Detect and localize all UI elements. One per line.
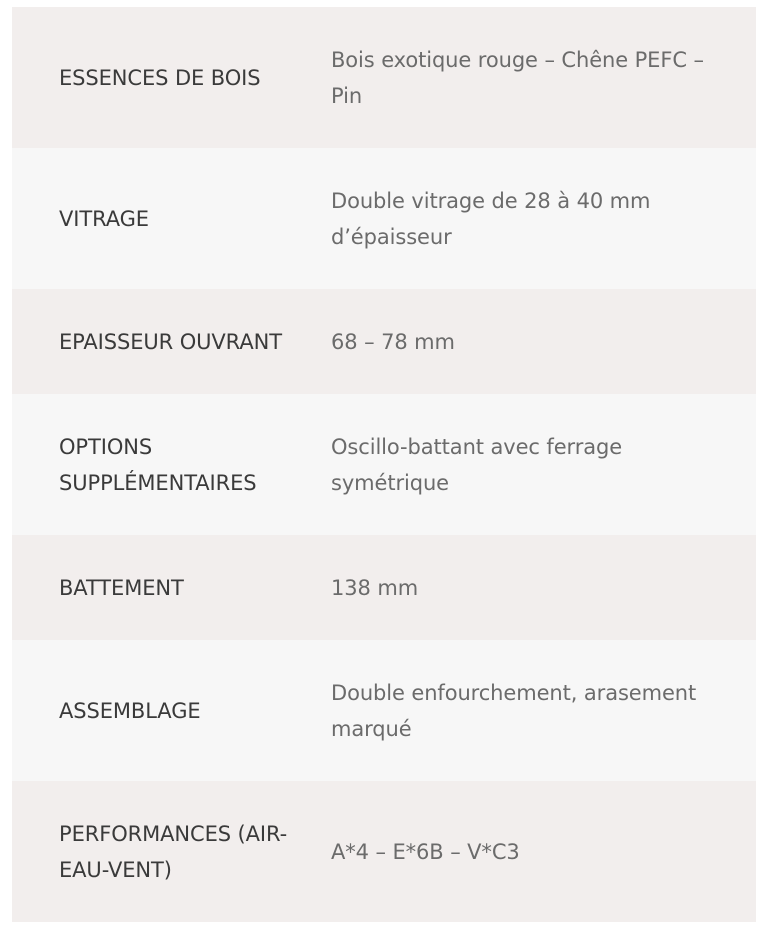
spec-value: Double vitrage de 28 à 40 mm d’épaisseur [331,188,651,249]
spec-value: 138 mm [331,575,419,600]
spec-row-vitrage [12,148,756,289]
spec-label: PERFORMANCES (AIR-EAU-VENT) [59,821,288,882]
spec-value: 68 – 78 mm [331,329,455,354]
spec-row-essences-de-bois [12,7,756,148]
spec-row-battement [12,535,756,640]
spec-label: EPAISSEUR OUVRANT [59,329,282,354]
spec-label: VITRAGE [59,206,149,231]
spec-value: Bois exotique rouge – Chêne PEFC – Pin [331,47,704,108]
specifications-table [12,7,756,922]
spec-row-performances [12,781,756,922]
spec-row-options-supplementaires [12,394,756,535]
spec-label: OPTIONS SUPPLÉMENTAIRES [59,434,257,495]
spec-row-assemblage [12,640,756,781]
spec-row-epaisseur-ouvrant [12,289,756,394]
spec-label: ASSEMBLAGE [59,698,201,723]
spec-label: ESSENCES DE BOIS [59,65,261,90]
spec-label: BATTEMENT [59,575,184,600]
spec-value: Double enfourchement, arasement marqué [331,680,697,741]
spec-value: A*4 – E*6B – V*C3 [331,839,520,864]
spec-value: Oscillo-battant avec ferrage symétrique [331,434,623,495]
